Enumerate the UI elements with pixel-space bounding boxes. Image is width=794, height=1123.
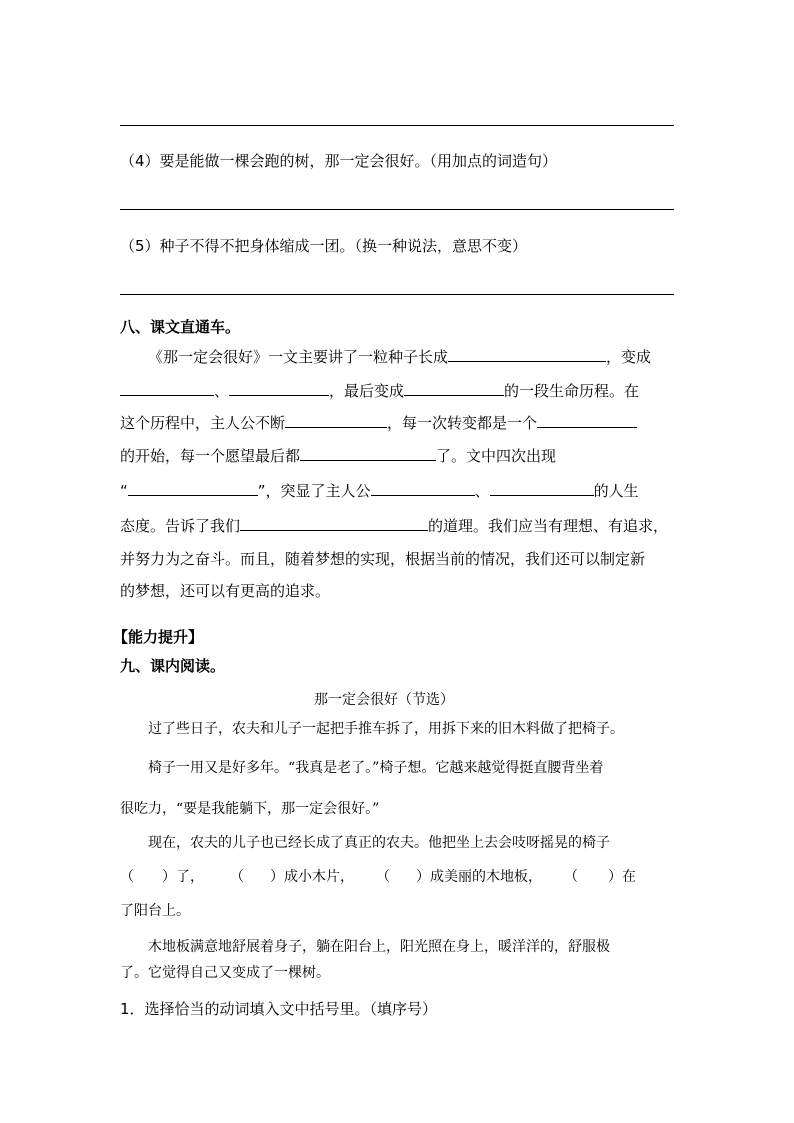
- text: （: [120, 869, 134, 885]
- section-8-line-6: [120, 515, 668, 536]
- answer-line-3[interactable]: [120, 125, 674, 126]
- section-9-heading: 九、课内阅读。: [120, 657, 226, 675]
- section-8-line-4: [120, 445, 556, 466]
- text: 态度。告诉了我们: [120, 517, 241, 535]
- passage-p3a: 现在，农夫的儿子也已经长成了真正的农夫。他把坐上去会吱呀摇晃的椅子: [148, 835, 610, 851]
- text: 了。文中四次出现: [436, 447, 557, 465]
- blank-field[interactable]: [404, 380, 504, 396]
- text: （: [564, 869, 578, 885]
- passage-p4b: 了。它觉得自己又变成了一棵树。: [120, 965, 330, 981]
- passage-p2a: 椅子一用又是好多年。“我真是老了。”椅子想。它越来越觉得挺直腰背坐着: [148, 760, 604, 776]
- text: 的道理。我们应当有理想、有追求，: [428, 517, 669, 535]
- section-8-line-8: 的梦想，还可以有更高的追求。: [120, 582, 331, 600]
- text: 的一段生命历程。在: [504, 382, 640, 400]
- text: 、: [214, 382, 230, 400]
- blank-field[interactable]: [240, 515, 428, 531]
- passage-title: 那一定会很好（节选）: [314, 692, 454, 708]
- blank-field[interactable]: [229, 380, 329, 396]
- text: “: [120, 482, 128, 500]
- text: ，最后变成: [329, 382, 405, 400]
- text: 这个历程中，主人公不断: [120, 414, 286, 432]
- blank-field[interactable]: [371, 480, 475, 496]
- question-5: （5）种子不得不把身体缩成一团。（换一种说法，意思不变）: [120, 237, 528, 255]
- text: 、: [474, 482, 490, 500]
- section-8-line-3: [120, 412, 637, 433]
- text: ”，突显了主人公: [257, 482, 371, 500]
- text: 《那一定会很好》一文主要讲了一粒种子长成: [148, 348, 449, 366]
- answer-line-4[interactable]: [120, 209, 674, 210]
- blank-field[interactable]: [128, 480, 258, 496]
- text: ）了，: [162, 869, 204, 885]
- section-8-line-1: [148, 346, 651, 367]
- passage-p3c: 了阳台上。: [120, 903, 190, 919]
- text: ）成美丽的木地板，: [416, 869, 542, 885]
- blank-field[interactable]: [285, 412, 387, 428]
- section-8-heading: 八、课文直通车。: [120, 318, 241, 336]
- blank-field[interactable]: [300, 445, 436, 461]
- text: 的开始，每一个愿望最后都: [120, 447, 301, 465]
- blank-field[interactable]: [448, 346, 606, 362]
- text: （: [376, 869, 390, 885]
- question-4: （4）要是能做一棵会跑的树，那一定会很好。（用加点的词造句）: [120, 152, 558, 170]
- text: 的人生: [593, 482, 639, 500]
- passage-p4a: 木地板满意地舒展着身子，躺在阳台上，阳光照在身上，暖洋洋的，舒服极: [148, 939, 610, 955]
- text: ，每一次转变都是一个: [387, 414, 538, 432]
- text: ）成小木片，: [270, 869, 354, 885]
- text: （: [230, 869, 244, 885]
- blank-field[interactable]: [490, 480, 594, 496]
- text: ）在: [608, 869, 636, 885]
- passage-p1: 过了些日子，农夫和儿子一起把手推车拆了，用拆下来的旧木料做了把椅子。: [148, 721, 624, 737]
- ability-heading: 【能力提升】: [113, 628, 204, 646]
- section-8-line-5: [120, 480, 639, 501]
- answer-line-5[interactable]: [120, 294, 674, 295]
- section-8-line-2: [120, 380, 639, 401]
- passage-p2b: 很吃力，“要是我能躺下，那一定会很好。”: [120, 801, 380, 817]
- text: ，变成: [606, 348, 652, 366]
- blank-field[interactable]: [120, 380, 214, 396]
- question-9-1: 1．选择恰当的动词填入文中括号里。（填序号）: [120, 1000, 438, 1018]
- blank-field[interactable]: [537, 412, 637, 428]
- section-8-line-7: 并努力为之奋斗。而且，随着梦想的实现，根据当前的情况，我们还可以制定新: [120, 550, 646, 568]
- passage-p3b: [120, 866, 636, 886]
